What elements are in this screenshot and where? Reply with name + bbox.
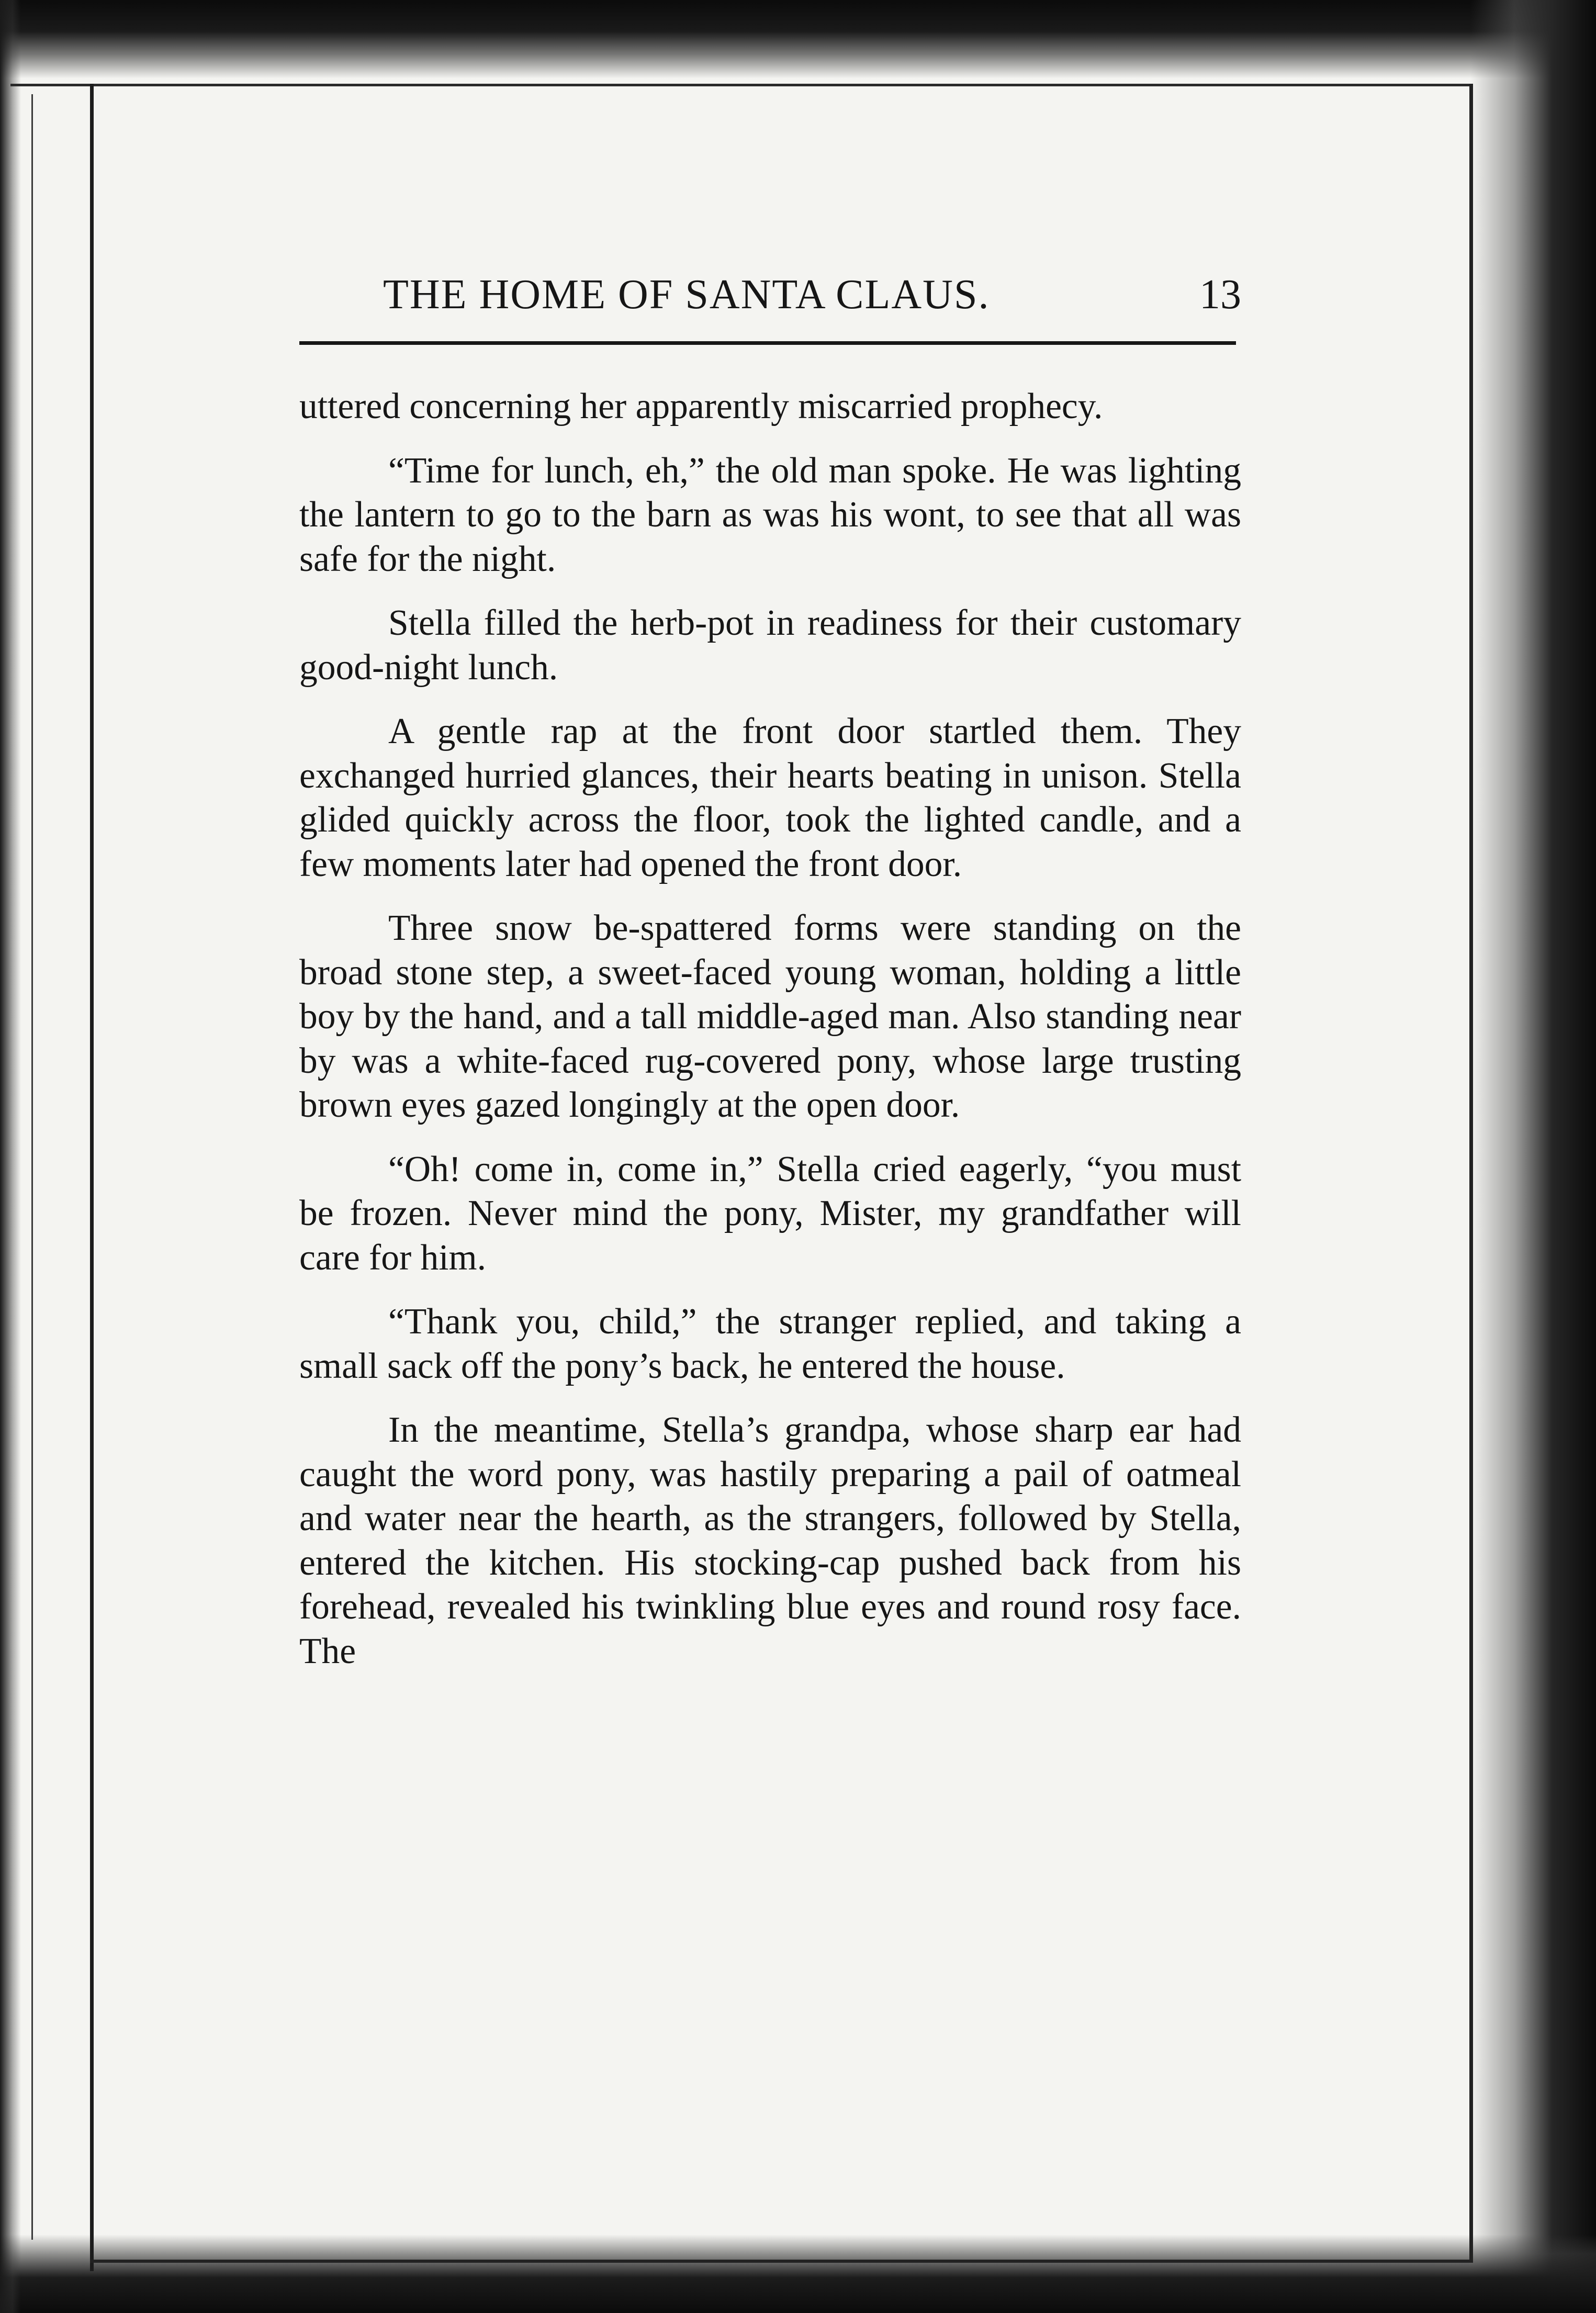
scan-edge-left: [0, 0, 21, 2313]
header-rule: [299, 341, 1236, 345]
scan-edge-right: [1470, 0, 1596, 2313]
paragraph: In the meantime, Stella’s grandpa, whose sharp ear had caught the word pony, was hastily preparing a pail of oatmeal and water near the hearth, as the strangers, followed by Stella, entered the kitchen. His stocking-cap pushed back from his forehead, revealed his twinkling blue eyes and round rosy face. The: [299, 1410, 1241, 1671]
book-page: [299, 262, 1241, 1671]
page-gutter-line: [31, 94, 33, 2240]
page-binding-line: [90, 84, 94, 2271]
scan-edge-top: [0, 0, 1596, 78]
page-header: [299, 262, 1241, 324]
paragraph: Stella filled the herb-pot in readiness for their customary good-night lunch.: [299, 603, 1241, 688]
paragraph: “Time for lunch, eh,” the old man spoke. He was lighting the lantern to go to the barn as was his wont, to see that all was safe for the night.: [299, 450, 1241, 579]
paragraph: Three snow be-spattered forms were standing on the broad stone step, a sweet-faced young woman, holding a little boy by the hand, and a tall middle-aged man. Also standing near by was a white-faced rug-covered pony, whose large trusting brown eyes gazed longingly at the open door.: [299, 908, 1241, 1125]
running-title: THE HOME OF SANTA CLAUS.: [383, 272, 990, 318]
paragraph: A gentle rap at the front door startled them. They exchanged hurried glances, their hearts beating in unison. Stella glided quickly across the floor, took the lighted candle, and a few moments later had opened the front door.: [299, 711, 1241, 884]
page-frame-right: [1469, 84, 1473, 2261]
body-text: [299, 385, 1241, 1693]
scan-edge-bottom: [0, 2235, 1596, 2313]
page-frame-bottom: [90, 2260, 1473, 2263]
paragraph: uttered concerning her apparently miscarried prophecy.: [299, 386, 1103, 426]
paragraph: “Thank you, child,” the stranger replied, and taking a small sack off the pony’s back, he entered the house.: [299, 1301, 1241, 1386]
paragraph: “Oh! come in, come in,” Stella cried eagerly, “you must be frozen. Never mind the pony, Mister, my grandfather will care for him.: [299, 1149, 1241, 1278]
page-frame-top: [10, 84, 1473, 86]
page-number: 13: [1199, 272, 1241, 318]
